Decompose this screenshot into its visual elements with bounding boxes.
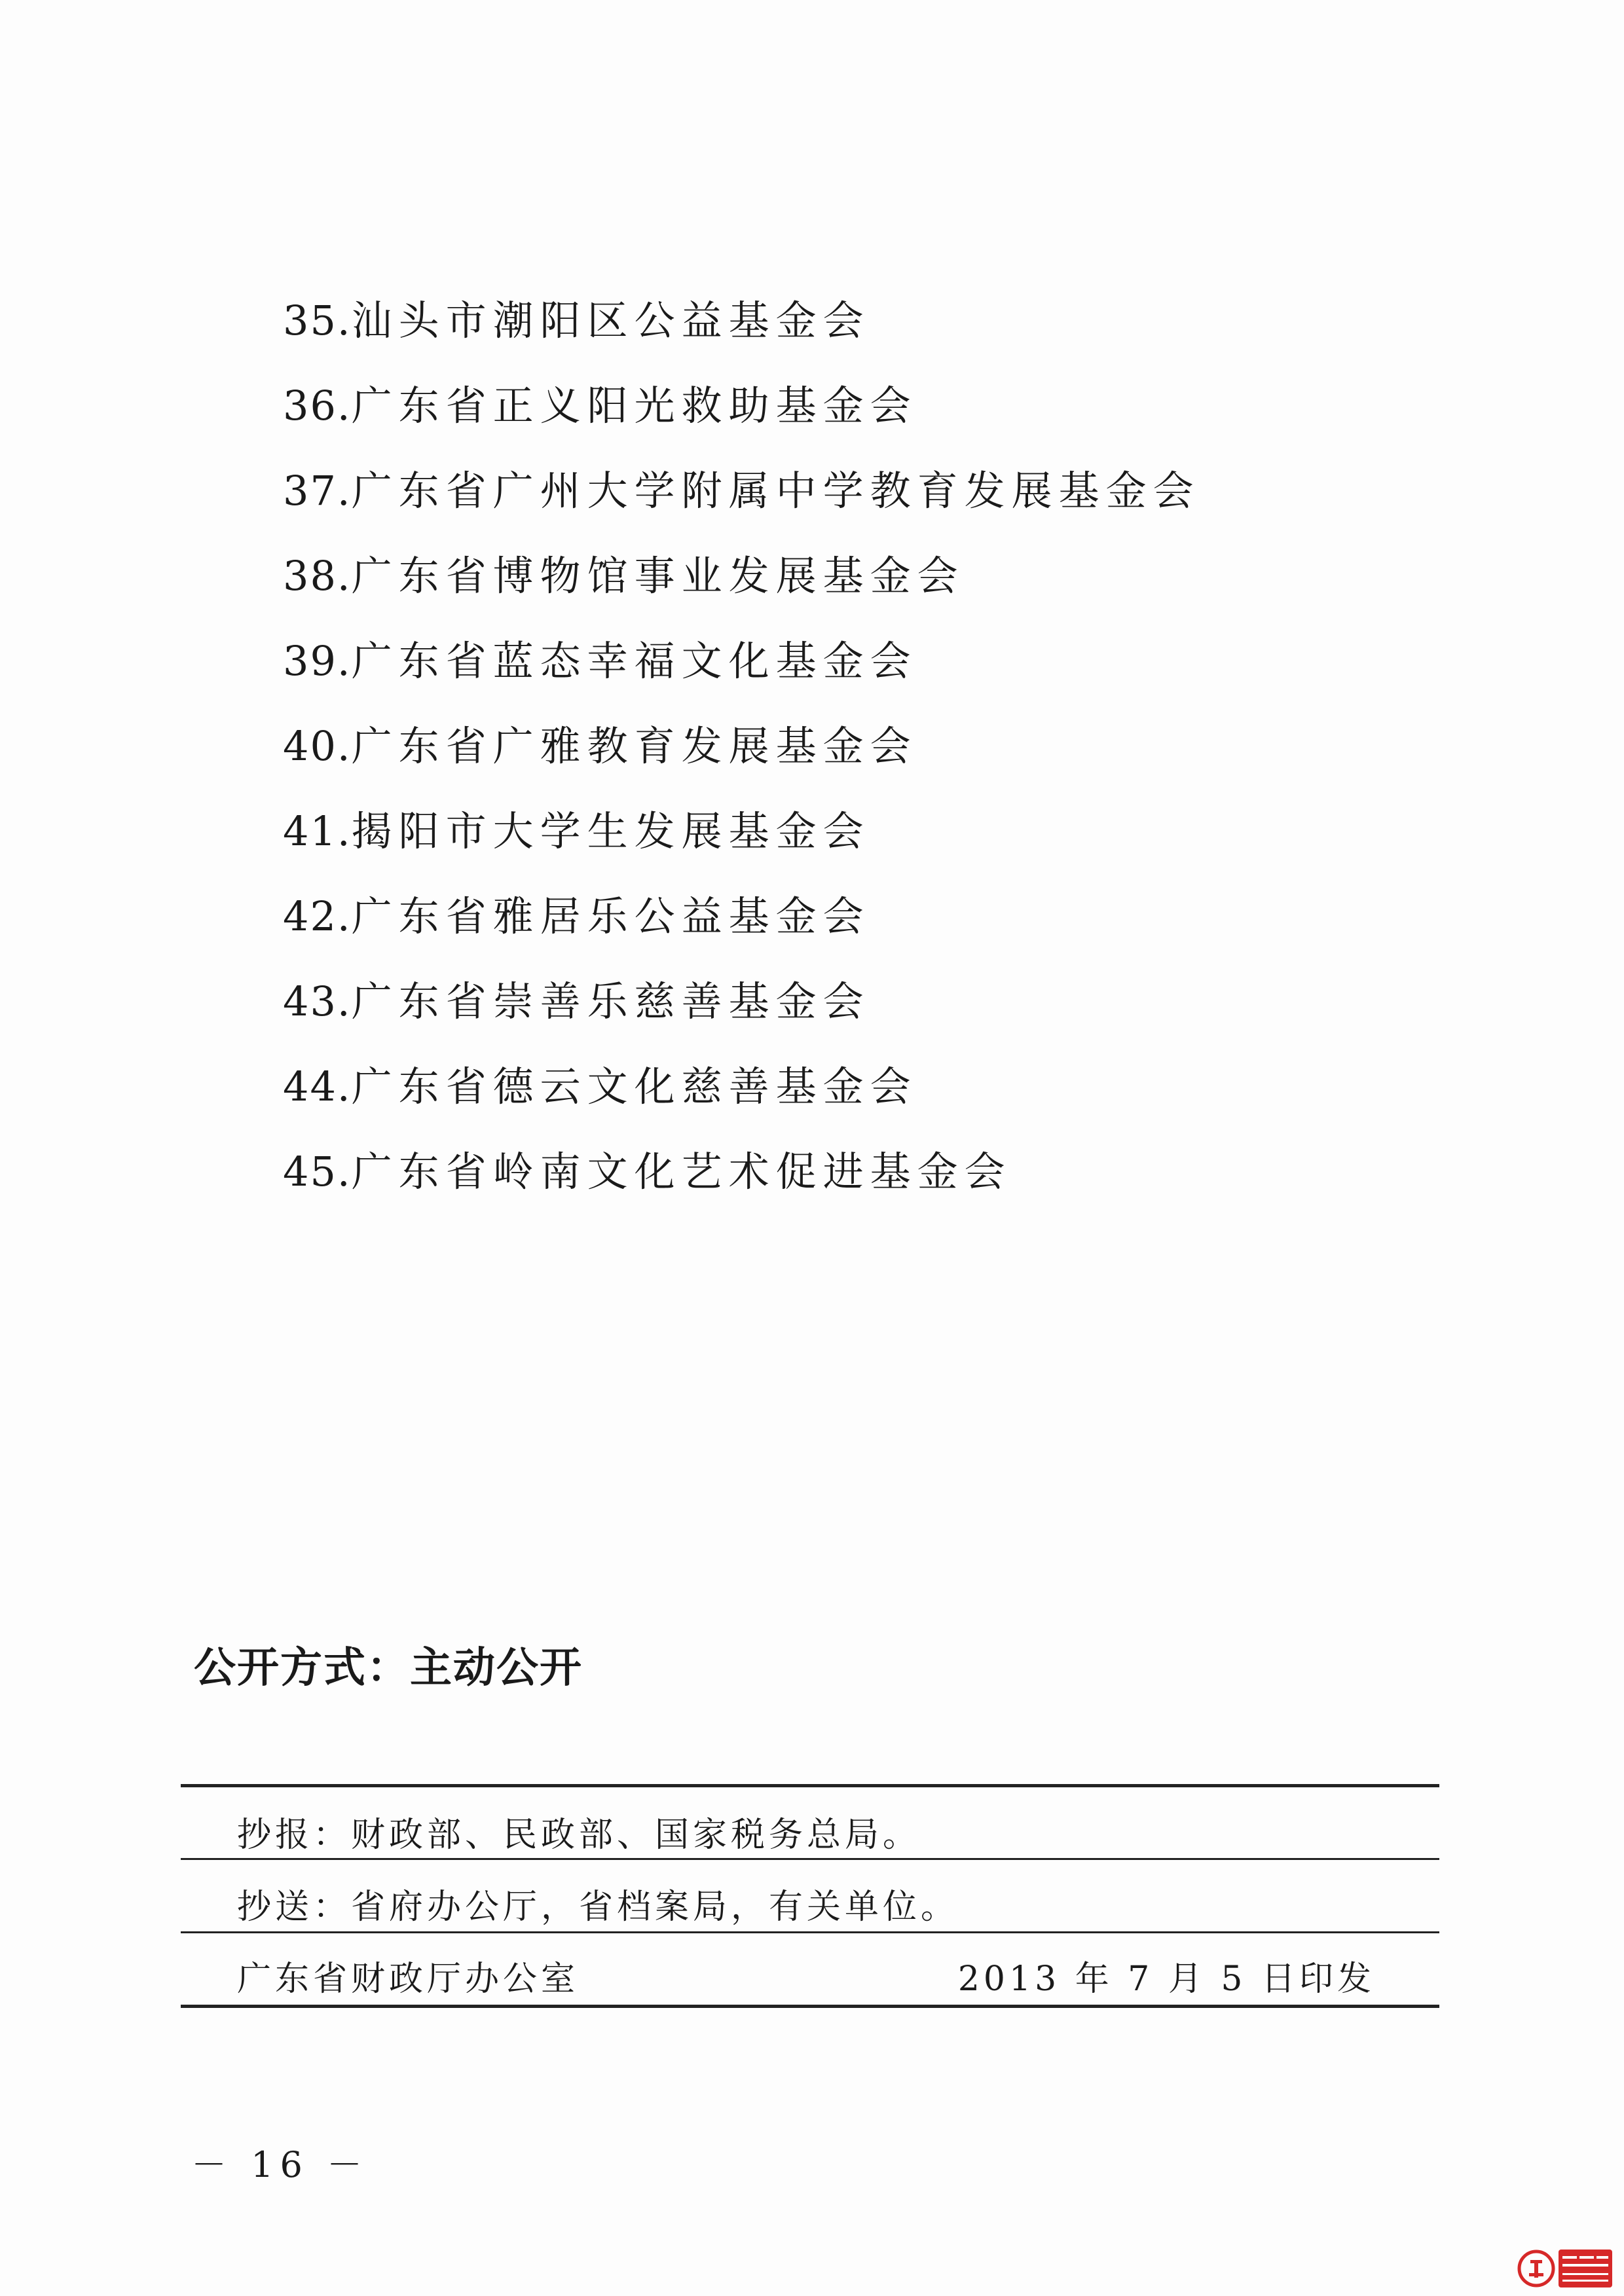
foundation-logo-icon	[1517, 2247, 1615, 2290]
list-item	[283, 464, 1200, 549]
item-number: 36.	[283, 382, 352, 429]
issuer: 广东省财政厅办公室	[237, 1959, 580, 1999]
item-number: 35.	[283, 297, 352, 344]
item-text: 汕头市潮阳区公益基金会	[351, 297, 870, 344]
list-item	[283, 634, 1200, 719]
list-item	[283, 378, 1200, 464]
cc-report-line: 抄报：财政部、民政部、国家税务总局。	[237, 1815, 921, 1855]
item-text: 广东省广州大学附属中学教育发展基金会	[351, 467, 1200, 515]
list-item	[283, 1059, 1200, 1144]
item-text: 广东省蓝态幸福文化基金会	[351, 637, 917, 685]
page-number: － 16 －	[191, 2144, 369, 2185]
item-number: 44.	[283, 1063, 352, 1110]
list-item	[283, 889, 1200, 974]
item-number: 42.	[283, 892, 352, 940]
cc-send-line: 抄送：省府办公厅，省档案局，有关单位。	[237, 1887, 959, 1927]
item-number: 39.	[283, 637, 352, 685]
list-item	[283, 804, 1200, 889]
footer-divider	[181, 1858, 1439, 1860]
item-text: 广东省岭南文化艺术促进基金会	[351, 1148, 1012, 1195]
foundation-list	[283, 293, 1200, 1230]
list-item	[283, 719, 1200, 804]
item-text: 广东省雅居乐公益基金会	[351, 892, 870, 940]
item-number: 38.	[283, 552, 352, 600]
footer-divider	[181, 1931, 1439, 1933]
item-number: 40.	[283, 722, 352, 770]
item-text: 广东省广雅教育发展基金会	[351, 722, 917, 770]
issue-date: 2013 年 7 月 5 日印发	[957, 1959, 1375, 1999]
list-item	[283, 974, 1200, 1059]
item-number: 45.	[283, 1148, 352, 1195]
item-number: 43.	[283, 977, 352, 1025]
footer-bottom-rule	[181, 2005, 1439, 2008]
footer-top-rule	[181, 1784, 1439, 1787]
item-text: 广东省德云文化慈善基金会	[351, 1063, 917, 1110]
item-text: 广东省博物馆事业发展基金会	[351, 552, 965, 600]
list-item	[283, 293, 1200, 378]
item-text: 揭阳市大学生发展基金会	[351, 807, 870, 855]
list-item	[283, 549, 1200, 634]
item-text: 广东省正义阳光救助基金会	[351, 382, 917, 429]
item-text: 广东省崇善乐慈善基金会	[351, 977, 870, 1025]
disclosure-method: 公开方式：主动公开	[194, 1644, 583, 1692]
list-item	[283, 1144, 1200, 1230]
item-number: 37.	[283, 467, 352, 515]
item-number: 41.	[283, 807, 352, 855]
